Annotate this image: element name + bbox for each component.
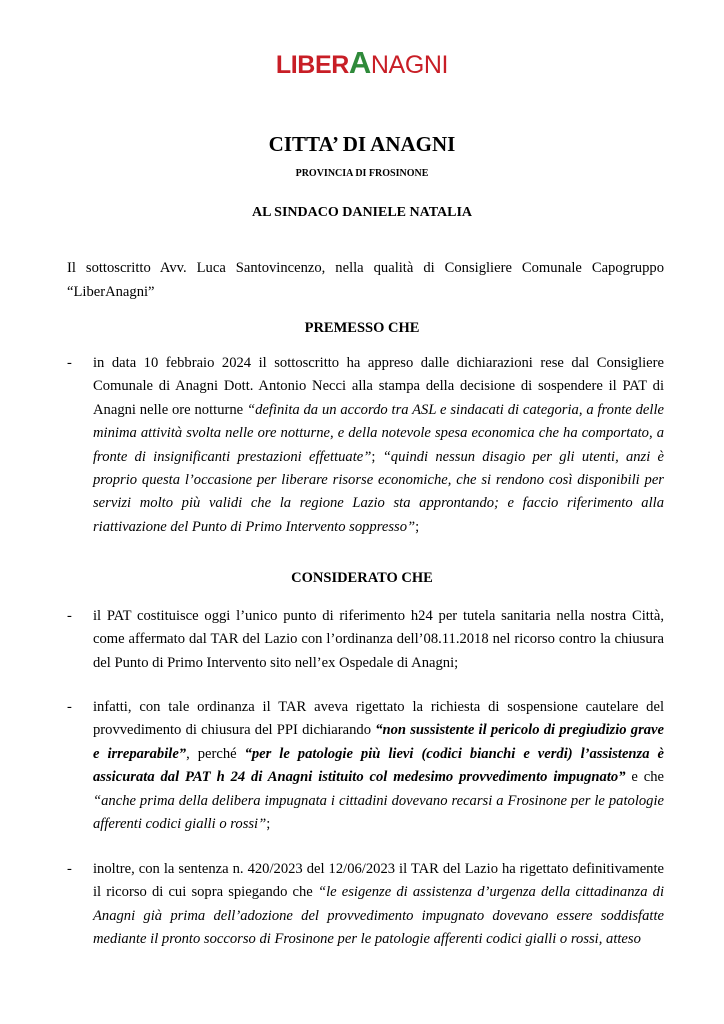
bold-quoted-text: “per le patologie più lievi (codici bianchi e verdi) l’assistenza è assicurata dal PAT h 24 di Anagni istituito col medesimo provvedimento impugnato” [93, 745, 664, 786]
province-subtitle: PROVINCIA DI FROSINONE [295, 168, 429, 179]
intro-paragraph: Il sottoscritto Avv. Luca Santovincenzo, nella qualità di Consigliere Comunale Capogruppo “LiberAnagni” [67, 260, 664, 300]
quoted-text: “anche prima della delibera impugnata i cittadini dovevano recarsi a Frosinone per le patologie afferenti codici gialli o rossi” [93, 792, 664, 833]
quoted-text: “definita da un accordo tra ASL e sindacati di categoria, a fronte delle minima attività svolta nelle ore notturne, e della notevole spesa economica che ha comportato, a fronte di insignificanti prestazioni effettuate” [93, 401, 664, 465]
quoted-text: “quindi nessun disagio per gli utenti, anzi è proprio questa l’occasione per liberare risorse economiche, che si rendono così disponibili per servizi molto più validi che la regione Lazio sta approntando; e faccio riferimento alla riattivazione del Punto di Primo Intervento soppresso” [93, 448, 665, 535]
page-title: CITTA’ DI ANAGNI [268, 132, 456, 156]
addressee-line: AL SINDACO DANIELE NATALIA [251, 205, 473, 220]
list-bullet: - [67, 355, 72, 371]
text-run: ; [415, 518, 420, 535]
list-item [67, 352, 664, 539]
list-bullet: - [67, 861, 72, 877]
list-item-text: il PAT costituisce oggi l’unico punto di riferimento h24 per tutela sanitaria nella nostra Città, come affermato dal TAR del Lazio con l’ordinanza dell’08.11.2018 nel ricorso contro la chiusura del Punto di Primo Intervento sito nell’ex Ospedale di Anagni; [93, 608, 664, 671]
text-run: infatti, con tale ordinanza il TAR aveva rigettato la richiesta di sospensione cautelare del provvedimento di chiusura del PPI dichiarando [93, 699, 664, 739]
list-item-text [93, 858, 664, 952]
list-bullet: - [67, 608, 72, 624]
text-run: in data 10 febbraio 2024 il sottoscritto ha appreso dalle dichiarazioni rese dal Consigliere Comunale di Anagni Dott. Antonio Necci alla stampa della decisione di sospendere il PAT di Anagni nelle ore notturne [93, 355, 664, 418]
list-item-text [93, 696, 664, 836]
list-item [67, 605, 664, 675]
logo-part-a: A [348, 45, 371, 80]
logo-part-liber: LIBER [275, 51, 349, 79]
text-run: e che [625, 769, 664, 786]
list-item-text [93, 352, 664, 539]
list-item [67, 858, 664, 952]
section-heading-premesso: PREMESSO CHE [304, 320, 420, 336]
text-run: inoltre, con la sentenza n. 420/2023 del 12/06/2023 il TAR del Lazio ha rigettato definitivamente il ricorso di cui sopra spiegando che [93, 861, 664, 901]
logo-part-nagni: NAGNI [370, 51, 449, 79]
list-bullet: - [67, 699, 72, 715]
section-heading-considerato: CONSIDERATO CHE [291, 570, 433, 586]
list-item [67, 696, 664, 836]
quoted-text: “le esigenze di assistenza d’urgenza della cittadinanza di Anagni già prima dell’adozione del provvedimento impugnato dovevano essere soddisfatte mediante il pronto soccorso di Frosinone per le patologie afferenti codici gialli o rossi, atteso [93, 884, 665, 948]
text-run: ; [371, 448, 383, 465]
bold-quoted-text: “non sussistente il pericolo di pregiudizio grave e irreparabile” [93, 722, 664, 762]
liberanagni-logo [0, 46, 724, 82]
text-run: ; [266, 816, 271, 833]
text-run: , perché [186, 745, 245, 762]
